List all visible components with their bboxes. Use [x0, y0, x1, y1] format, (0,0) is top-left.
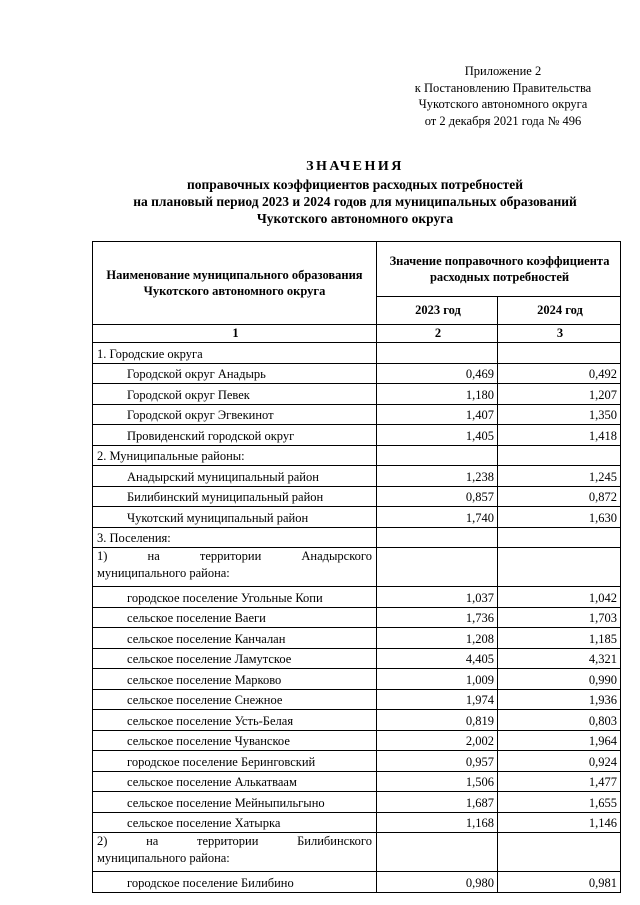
subcategory-word: Билибинского — [297, 834, 372, 848]
subcategory-row — [93, 548, 377, 587]
category-row: 1. Городские округа — [93, 343, 377, 364]
municipality-name: сельское поселение Снежное — [93, 689, 377, 710]
appendix-line: Приложение 2 — [464, 64, 542, 78]
value-2024: 1,936 — [498, 689, 621, 710]
table-row — [93, 710, 621, 731]
category-row: 2. Муниципальные районы: — [93, 445, 377, 466]
column-number: 1 — [93, 325, 377, 343]
value-2024: 1,630 — [498, 507, 621, 528]
value-2023: 1,740 — [377, 507, 498, 528]
value-2023: 2,002 — [377, 730, 498, 751]
table-row — [93, 812, 621, 833]
value-2023: 0,819 — [377, 710, 498, 731]
subcategory-word: на — [147, 549, 160, 563]
value-2023: 1,405 — [377, 425, 498, 446]
table-row — [93, 689, 621, 710]
value-2024: 0,990 — [498, 669, 621, 690]
value-2024: 0,981 — [498, 872, 621, 893]
municipality-name: Городской округ Анадырь — [93, 363, 377, 384]
municipality-name: сельское поселение Усть-Белая — [93, 710, 377, 731]
municipality-name: сельское поселение Мейныпильгыно — [93, 792, 377, 813]
value-2023: 1,736 — [377, 607, 498, 628]
value-2023: 1,037 — [377, 587, 498, 608]
table-row — [93, 507, 621, 528]
value-2023: 0,469 — [377, 363, 498, 384]
value-2024: 1,350 — [498, 404, 621, 425]
value-2023: 1,238 — [377, 466, 498, 487]
document-title — [60, 158, 640, 227]
table-row — [93, 363, 621, 384]
value-2024: 1,703 — [498, 607, 621, 628]
appendix-line: к Постановлению Правительства — [414, 80, 592, 95]
subcategory-word: на — [146, 834, 159, 848]
title-line: Чукотского автономного округа — [256, 211, 454, 226]
table-row — [93, 669, 621, 690]
table-row — [93, 404, 621, 425]
municipality-name: городское поселение Угольные Копи — [93, 587, 377, 608]
column-number: 3 — [498, 325, 621, 343]
value-2023: 0,857 — [377, 486, 498, 507]
table-row — [93, 648, 621, 669]
table-row — [93, 587, 621, 608]
municipality-name: сельское поселение Ламутское — [93, 648, 377, 669]
subcategory-word: 2) — [97, 834, 108, 848]
value-2024: 1,477 — [498, 771, 621, 792]
header-year-2023: 2023 год — [377, 297, 498, 325]
municipality-name: сельское поселение Хатырка — [93, 812, 377, 833]
table-row — [93, 466, 621, 487]
table-row — [93, 792, 621, 813]
value-2023: 1,009 — [377, 669, 498, 690]
table-row — [93, 486, 621, 507]
municipality-name: Чукотский муниципальный район — [93, 507, 377, 528]
subcategory-row — [93, 833, 377, 872]
value-2023: 1,506 — [377, 771, 498, 792]
table-row — [93, 872, 621, 893]
title-line: на плановый период 2023 и 2024 годов для муниципальных образований — [133, 194, 577, 209]
table-row — [93, 607, 621, 628]
value-2023: 1,974 — [377, 689, 498, 710]
title-line: поправочных коэффициентов расходных потребностей — [186, 177, 524, 192]
municipality-name: сельское поселение Канчалан — [93, 628, 377, 649]
value-2024: 1,245 — [498, 466, 621, 487]
value-2023: 1,687 — [377, 792, 498, 813]
subcategory-word: территории — [199, 549, 262, 563]
value-2023: 4,405 — [377, 648, 498, 669]
value-2023: 1,168 — [377, 812, 498, 833]
municipality-name: сельское поселение Алькатваам — [93, 771, 377, 792]
municipality-name: сельское поселение Марково — [93, 669, 377, 690]
value-2024: 1,185 — [498, 628, 621, 649]
value-2024: 0,803 — [498, 710, 621, 731]
table-row — [93, 384, 621, 405]
header-value-column: Значение поправочного коэффициента расходных потребностей — [377, 242, 621, 297]
municipality-name: Городской округ Певек — [93, 384, 377, 405]
value-2023: 1,208 — [377, 628, 498, 649]
subcategory-line: муниципального района: — [97, 850, 230, 865]
municipality-name: Билибинский муниципальный район — [93, 486, 377, 507]
value-2023: 1,180 — [377, 384, 498, 405]
value-2024: 1,418 — [498, 425, 621, 446]
title-main: ЗНАЧЕНИЯ — [306, 159, 404, 174]
header-year-2024: 2024 год — [498, 297, 621, 325]
coefficients-table — [92, 241, 621, 893]
appendix-line: от 2 декабря 2021 года № 496 — [424, 113, 582, 128]
value-2023: 1,407 — [377, 404, 498, 425]
appendix-header — [380, 63, 626, 129]
municipality-name: сельское поселение Ваеги — [93, 607, 377, 628]
value-2024: 4,321 — [498, 648, 621, 669]
appendix-line: Чукотского автономного округа — [418, 97, 588, 111]
table-row — [93, 425, 621, 446]
value-2024: 0,872 — [498, 486, 621, 507]
value-2023: 0,980 — [377, 872, 498, 893]
value-2024: 1,655 — [498, 792, 621, 813]
municipality-name: Провиденский городской округ — [93, 425, 377, 446]
municipality-name: Анадырский муниципальный район — [93, 466, 377, 487]
municipality-name: сельское поселение Чуванское — [93, 730, 377, 751]
header-name-column: Наименование муниципального образования Чукотского автономного округа — [93, 242, 377, 325]
municipality-name: городское поселение Билибино — [93, 872, 377, 893]
value-2024: 1,042 — [498, 587, 621, 608]
value-2023: 0,957 — [377, 751, 498, 772]
subcategory-line: муниципального района: — [97, 565, 230, 580]
municipality-name: городское поселение Беринговский — [93, 751, 377, 772]
table-row — [93, 751, 621, 772]
value-2024: 1,207 — [498, 384, 621, 405]
value-2024: 1,964 — [498, 730, 621, 751]
value-2024: 1,146 — [498, 812, 621, 833]
subcategory-word: территории — [197, 834, 259, 848]
subcategory-word: 1) — [97, 549, 108, 563]
value-2024: 0,924 — [498, 751, 621, 772]
table-row — [93, 730, 621, 751]
municipality-name: Городской округ Эгвекинот — [93, 404, 377, 425]
value-2024: 0,492 — [498, 363, 621, 384]
category-row: 3. Поселения: — [93, 527, 377, 548]
table-row — [93, 628, 621, 649]
column-number: 2 — [377, 325, 498, 343]
subcategory-word: Анадырского — [301, 549, 372, 563]
table-row — [93, 771, 621, 792]
